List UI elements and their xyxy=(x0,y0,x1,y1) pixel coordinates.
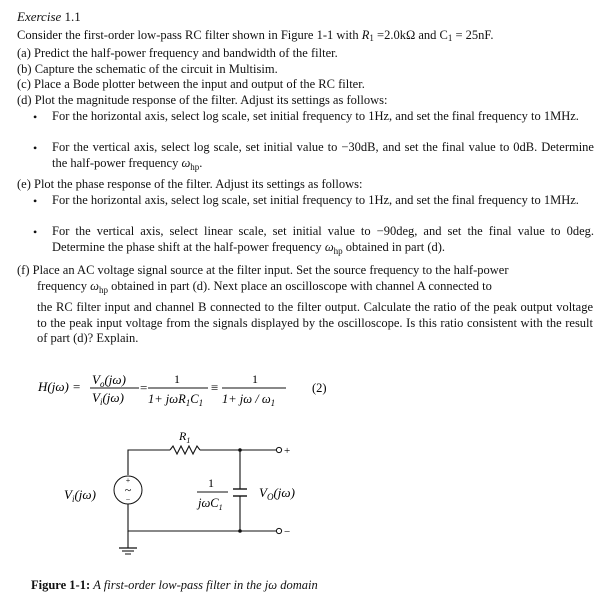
eq-den-2: $1+ j\omega / \omega_1$ xyxy=(222,392,276,408)
figure-caption: Figure 1-1: A first-order low-pass filter in the jω domain xyxy=(31,578,318,592)
ground-icon xyxy=(119,548,137,554)
source-tilde: ~ xyxy=(124,483,132,497)
junction-dot-top xyxy=(238,448,242,452)
source-plus-sign: + xyxy=(125,476,131,485)
part-d-bullet-2: For the vertical axis, select log scale, set initial value to −30dB, and set the final value to 0dB. Determine the half-power frequency $\omega_{hp}$. xyxy=(52,140,594,172)
part-e-bullet-2: For the vertical axis, select linear scale, set initial value to −90deg, and set the final value to 0deg. Determine the phase shift at the half-power frequency $\omega_{hp}$ obtained in part (d). xyxy=(52,224,594,256)
resistor-label: $R_1$ xyxy=(179,429,191,445)
junction-dot-bottom xyxy=(238,529,242,533)
cap-num: 1 xyxy=(208,476,214,490)
vin-label: $V_i(j\omega)$ xyxy=(64,487,96,504)
eq-number: (2) xyxy=(312,381,327,395)
problem-intro: Consider the first-order low-pass RC filter shown in Figure 1-1 with R1 =2.0kΩ and C1 = 25nF. xyxy=(17,28,494,43)
part-f-rest: the RC filter input and channel B connected to the filter output. Calculate the ratio of the peak output voltage to the peak input voltage from the signals displayed by the oscilloscope. Is this ratio consistent with the result of part (d)? Explain. xyxy=(37,300,593,345)
bullet-point: • xyxy=(33,194,38,208)
output-minus-sign: − xyxy=(284,526,291,538)
wire-top-left xyxy=(128,450,170,475)
resistor-r1 xyxy=(170,446,200,454)
eq-den-1: $1+ j\omega R_1C_1$ xyxy=(148,392,204,408)
eq-vi: $V_i(j\omega)$ xyxy=(92,390,124,407)
eq-equals: = xyxy=(140,380,148,395)
eq-lhs: H(jω) = xyxy=(38,379,81,394)
bullet-point: • xyxy=(33,141,38,155)
eq-num-1: 1 xyxy=(174,372,180,386)
eq-equiv: ≡ xyxy=(211,380,219,395)
output-terminal-minus xyxy=(276,528,281,533)
part-f-line-2: frequency $\omega_{hp}$ obtained in part (d). Next place an oscilloscope with channel A connected to xyxy=(37,279,492,295)
source-minus-sign: − xyxy=(125,495,131,504)
part-e: (e) Plot the phase response of the filter. Adjust its settings as follows: xyxy=(17,177,363,191)
output-plus-sign: + xyxy=(284,445,291,457)
part-b: (b) Capture the schematic of the circuit in Multisim. xyxy=(17,62,278,76)
eq-num-2: 1 xyxy=(252,372,258,386)
cap-den: jωC$_1$ xyxy=(198,496,223,512)
part-d: (d) Plot the magnitude response of the filter. Adjust its settings as follows: xyxy=(17,93,388,107)
part-e-bullet-1: For the horizontal axis, select log scale, set initial frequency to 1Hz, and set the final frequency to 1MHz. xyxy=(52,193,579,207)
eq-vo: $V_o(j\omega)$ xyxy=(92,372,126,389)
bullet-point: • xyxy=(33,225,38,239)
part-d-bullet-1: For the horizontal axis, select log scale, set initial frequency to 1Hz, and set the final frequency to 1MHz. xyxy=(52,109,579,123)
exercise-title: Exercise 1.1 xyxy=(17,9,81,24)
part-c: (c) Place a Bode plotter between the input and output of the RC filter. xyxy=(17,77,365,91)
part-a: (a) Predict the half-power frequency and bandwidth of the filter. xyxy=(17,46,338,60)
output-terminal-plus xyxy=(276,447,281,452)
vout-label: $V_O(j\omega)$ xyxy=(259,485,295,502)
bullet-point: • xyxy=(33,110,38,124)
part-f-line-1: (f) Place an AC voltage signal source at the filter input. Set the source frequency to the half-power xyxy=(17,263,509,277)
